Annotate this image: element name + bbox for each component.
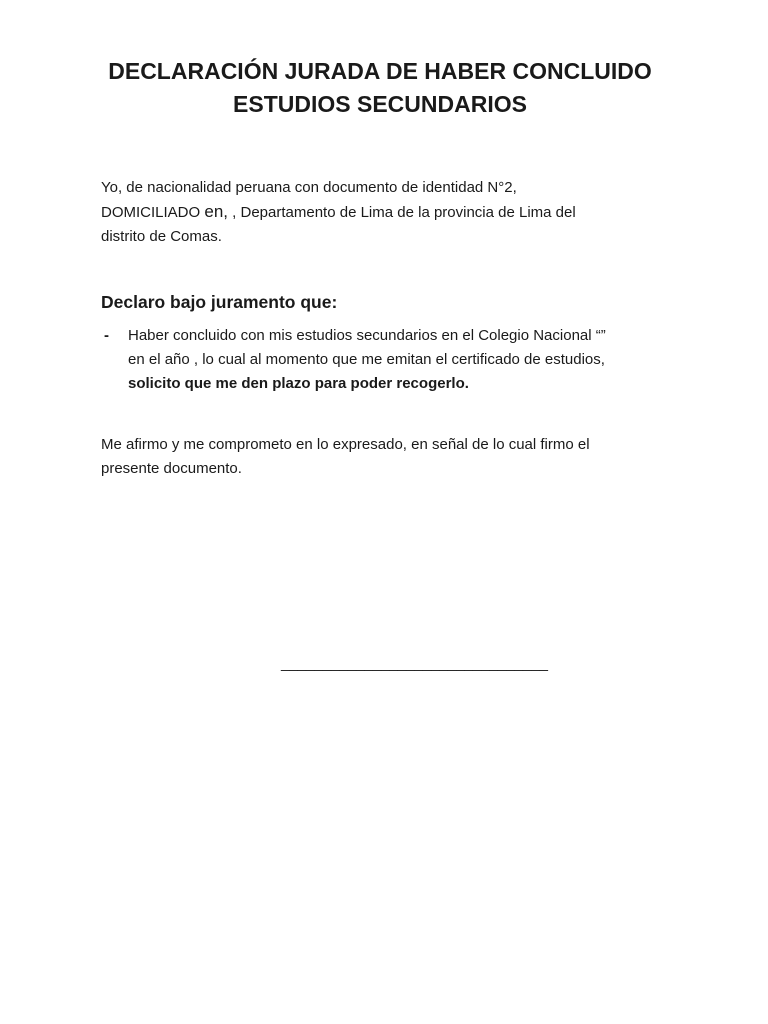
intro-line-2-pre: DOMICILIADO: [101, 204, 205, 221]
closing-paragraph: [101, 433, 681, 481]
intro-line-2: [101, 200, 681, 225]
bullet-line-1: Haber concluido con mis estudios secundarios en el Colegio Nacional “”: [128, 327, 606, 344]
bullet-text: [128, 324, 688, 396]
bullet-line-3: solicito que me den plazo para poder recogerlo.: [128, 375, 469, 392]
closing-line-2: presente documento.: [101, 460, 242, 477]
intro-line-3: distrito de Comas.: [101, 228, 222, 245]
intro-line-2-en: en,: [204, 202, 228, 221]
closing-line-1: Me afirmo y me comprometo en lo expresado, en señal de lo cual firmo el: [101, 436, 590, 453]
title-line-1: DECLARACIÓN JURADA DE HABER CONCLUIDO: [108, 58, 652, 84]
bullet-line-2: en el año , lo cual al momento que me emitan el certificado de estudios,: [128, 351, 605, 368]
intro-line-2-post: , Departamento de Lima de la provincia de Lima del: [228, 204, 576, 221]
bullet-dash: -: [104, 327, 109, 344]
declaration-heading: Declaro bajo juramento que:: [101, 292, 338, 312]
document-title: [60, 55, 700, 121]
intro-line-1: Yo, de nacionalidad peruana con documento de identidad N°2,: [101, 179, 517, 196]
title-line-2: ESTUDIOS SECUNDARIOS: [233, 91, 527, 117]
intro-paragraph: [101, 176, 681, 249]
signature-line: ________________________________: [281, 655, 548, 672]
